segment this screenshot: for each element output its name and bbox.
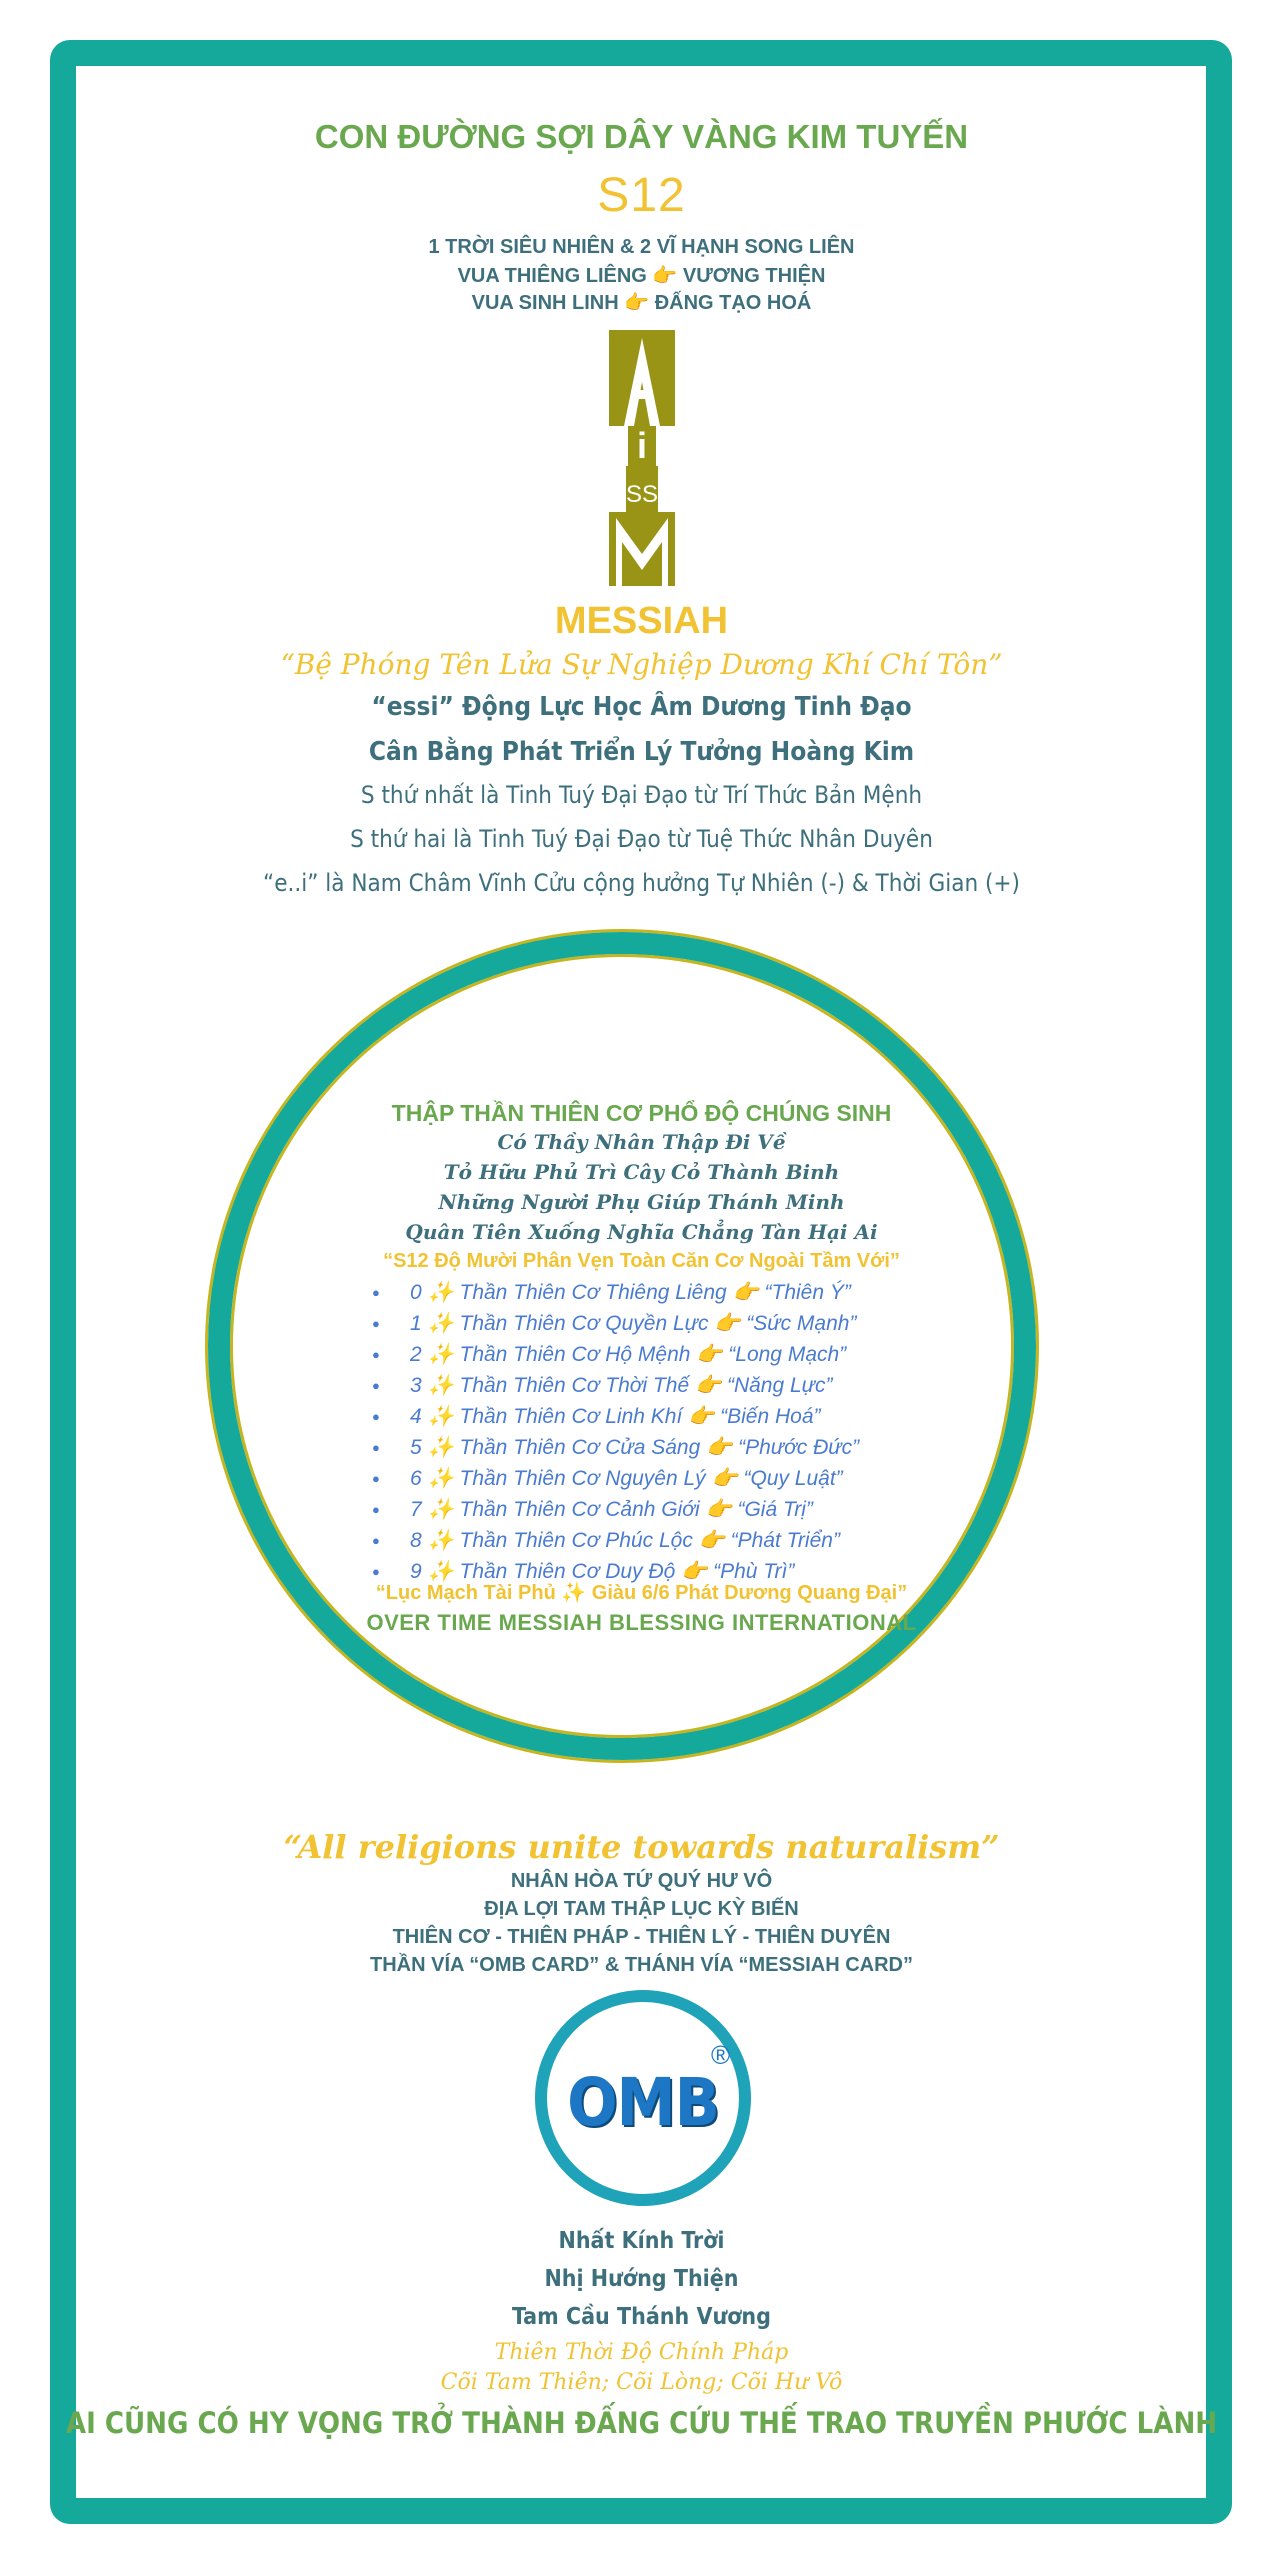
messiah-line: S thứ nhất là Tinh Tuý Đại Đạo từ Trí Thức Bản Mệnh [360, 781, 923, 809]
page-title: CON ĐƯỜNG SỢI DÂY VÀNG KIM TUYẾN [314, 118, 969, 155]
closing-gold-line: Thiên Thời Độ Chính Pháp [494, 2340, 789, 2365]
list-item: ● 8 ✨ Thần Thiên Cơ Phúc Lộc 👉 “Phát Triển” [372, 1525, 932, 1556]
circle-subtitle: “S12 Độ Mười Phân Vẹn Toàn Căn Cơ Ngoài Tầm Với” [383, 1250, 900, 1272]
messiah-line: “e..i” là Nam Châm Vĩnh Cửu cộng hưởng Tự Nhiên (-) & Thời Gian (+) [263, 869, 1020, 897]
messiah-tagline: “Bệ Phóng Tên Lửa Sự Nghiệp Dương Khí Chí Tôn” [280, 648, 1003, 681]
list-item: ● 2 ✨ Thần Thiên Cơ Hộ Mệnh 👉 “Long Mạch” [372, 1339, 932, 1370]
circle-heading: THẬP THẦN THIÊN CƠ PHỔ ĐỘ CHÚNG SINH [391, 1100, 892, 1126]
circle-verse: Quân Tiên Xuống Nghĩa Chẳng Tàn Hại Ai [405, 1220, 878, 1244]
list-item: ● 0 ✨ Thần Thiên Cơ Thiêng Liêng 👉 “Thiên Ý” [372, 1277, 932, 1308]
lower-line: THIÊN CƠ - THIÊN PHÁP - THIÊN LÝ - THIÊN DUYÊN [392, 1926, 891, 1948]
emblem-mid-letter: i [636, 425, 648, 466]
closing-final: AI CŨNG CÓ HY VỌNG TRỞ THÀNH ĐẤNG CỨU THẾ TRAO TRUYỀN PHƯỚC LÀNH [65, 2406, 1218, 2440]
registered-mark: ® [711, 2040, 731, 2070]
messiah-line: S thứ hai là Tinh Tuý Đại Đạo từ Tuệ Thức Nhân Duyên [350, 825, 933, 853]
messiah-line: “essi” Động Lực Học Âm Dương Tinh Đạo [371, 692, 912, 722]
omb-logo [535, 1990, 751, 2206]
circle-verse: Tỏ Hữu Phủ Trì Cây Cỏ Thành Binh [443, 1160, 840, 1184]
closing-line: Nhị Hướng Thiện [544, 2266, 739, 2292]
header-line: VUA SINH LINH 👉 ĐẤNG TẠO HOÁ [471, 292, 812, 314]
messiah-title: MESSIAH [554, 600, 729, 642]
aissm-emblem-logo [602, 330, 682, 586]
list-item: ● 1 ✨ Thần Thiên Cơ Quyền Lực 👉 “Sức Mạnh” [372, 1308, 932, 1339]
lower-quote: “All religions unite towards naturalism” [283, 1828, 1000, 1866]
emblem-pair-left: S [625, 481, 643, 508]
circle-footer-quote: “Lục Mạch Tài Phủ ✨ Giàu 6/6 Phát Dương Quang Đại” [375, 1582, 908, 1604]
emblem-pair-right: S [641, 481, 659, 508]
omb-logo-text: OMB [567, 2064, 719, 2141]
lower-line: THẦN VÍA “OMB CARD” & THÁNH VÍA “MESSIAH CARD” [370, 1954, 913, 1976]
thien-co-list [372, 1277, 932, 1587]
messiah-line: Cân Bằng Phát Triển Lý Tưởng Hoàng Kim [368, 737, 915, 767]
circle-verse: Có Thầy Nhân Thập Đi Về [497, 1130, 786, 1154]
list-item: ● 5 ✨ Thần Thiên Cơ Cửa Sáng 👉 “Phước Đức” [372, 1432, 932, 1463]
circle-footer: OVER TIME MESSIAH BLESSING INTERNATIONAL [366, 1610, 917, 1635]
list-item: ● 9 ✨ Thần Thiên Cơ Duy Độ 👉 “Phù Trì” [372, 1556, 932, 1587]
list-item: ● 3 ✨ Thần Thiên Cơ Thời Thế 👉 “Năng Lực” [372, 1370, 932, 1401]
list-item: ● 6 ✨ Thần Thiên Cơ Nguyên Lý 👉 “Quy Luật” [372, 1463, 932, 1494]
header-line: 1 TRỜI SIÊU NHIÊN & 2 VĨ HẠNH SONG LIÊN [428, 236, 855, 258]
lower-line: ĐỊA LỢI TAM THẬP LỤC KỲ BIẾN [484, 1898, 799, 1920]
lower-line: NHÂN HÒA TỨ QUÝ HƯ VÔ [510, 1870, 773, 1892]
list-item: ● 7 ✨ Thần Thiên Cơ Cảnh Giới 👉 “Giá Trị” [372, 1494, 932, 1525]
list-item: ● 4 ✨ Thần Thiên Cơ Linh Khí 👉 “Biến Hoá” [372, 1401, 932, 1432]
circle-verse: Những Người Phụ Giúp Thánh Minh [438, 1190, 845, 1214]
closing-line: Tam Cầu Thánh Vương [512, 2304, 771, 2330]
closing-line: Nhất Kính Trời [558, 2228, 725, 2254]
closing-gold-line: Cõi Tam Thiên; Cõi Lòng; Cõi Hư Vô [440, 2370, 843, 2395]
code-label: S12 [597, 169, 686, 222]
header-line: VUA THIÊNG LIÊNG 👉 VƯƠNG THIỆN [457, 265, 826, 287]
